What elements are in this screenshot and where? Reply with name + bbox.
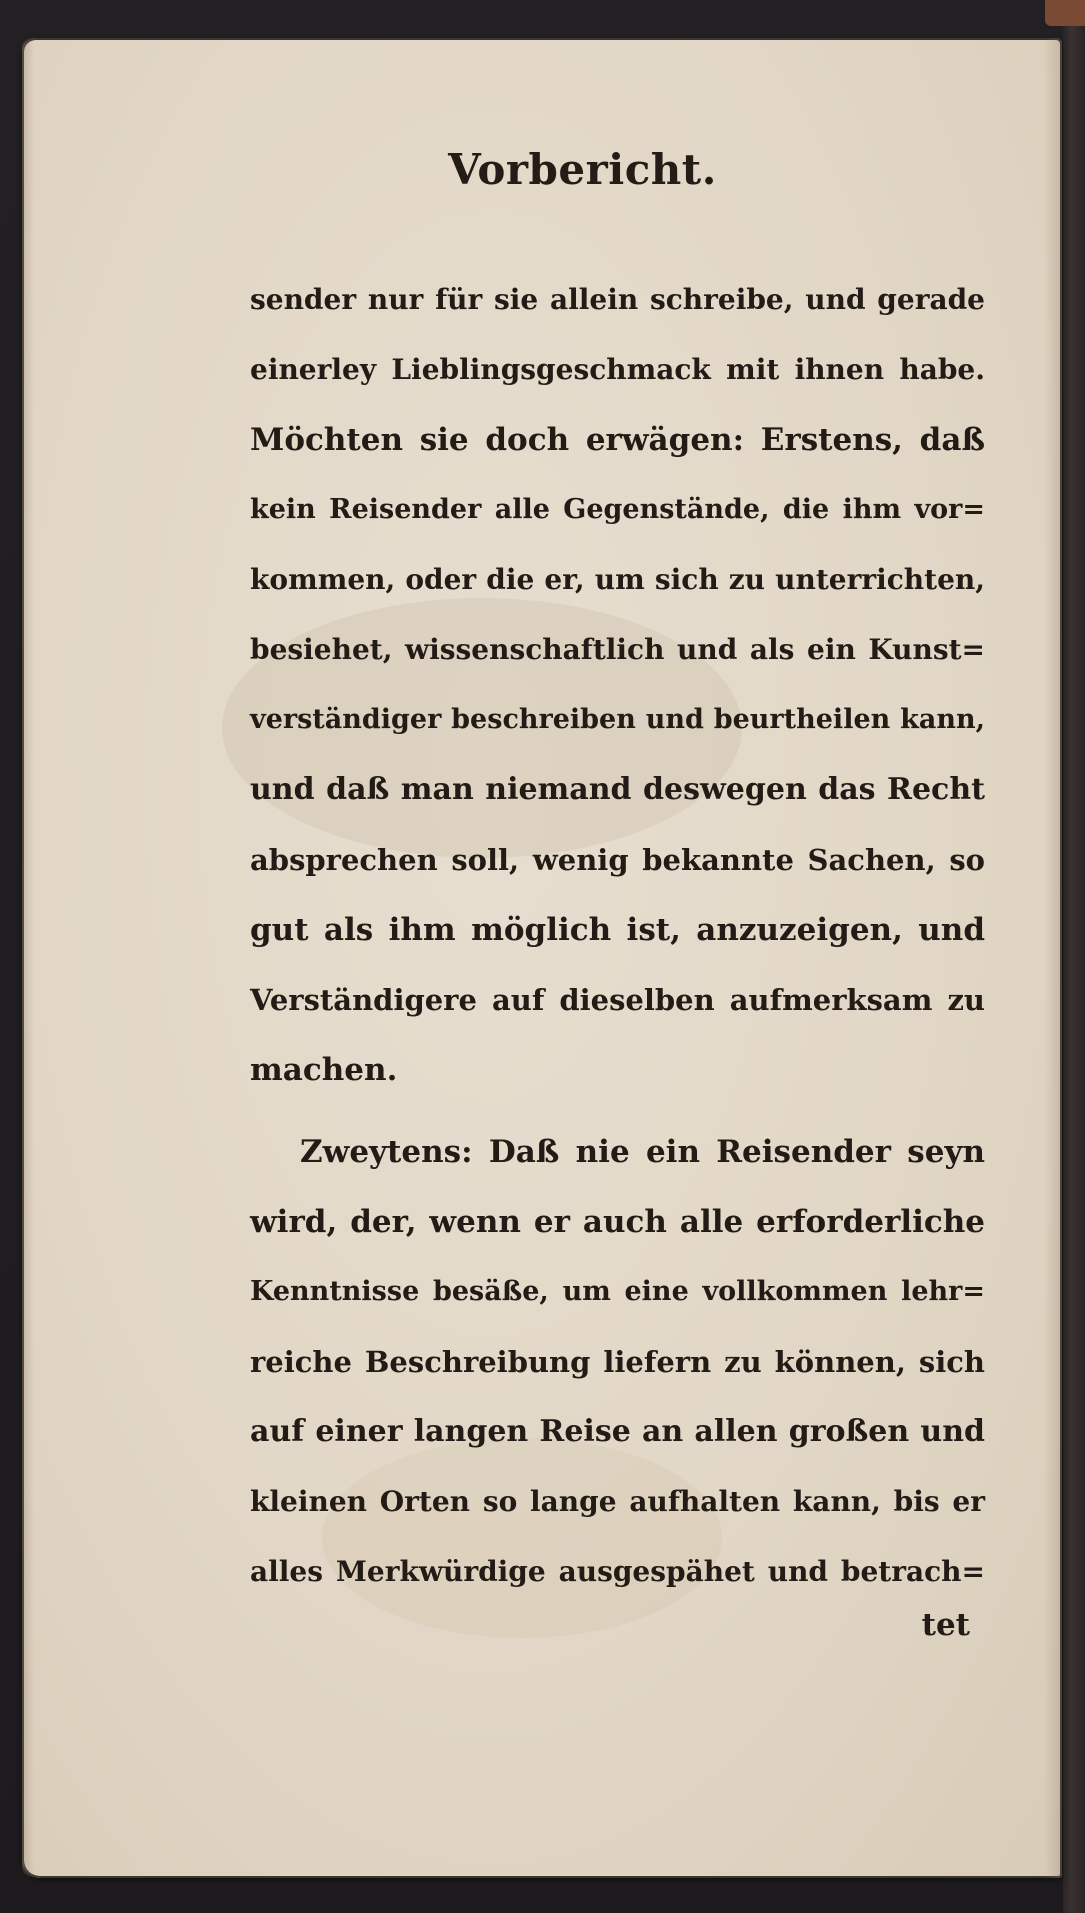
text-line: kleinen Orten so lange aufhalten kann, bis er	[250, 1485, 985, 1518]
text-line: absprechen soll, wenig bekannte Sachen, so	[250, 843, 985, 877]
page-gutter-shadow	[22, 38, 34, 1878]
text-line: gut als ihm möglich ist, anzuzeigen, und	[250, 912, 985, 948]
text-line: alles Merkwürdige ausgespähet und betrach=	[250, 1555, 985, 1588]
page-edge-shadow	[1044, 38, 1062, 1878]
text-line: sender nur für sie allein schreibe, und gerade	[250, 283, 985, 316]
text-line: reiche Beschreibung liefern zu können, sich	[250, 1345, 985, 1379]
text-line: besiehet, wissenschaftlich und als ein Kunst=	[250, 633, 985, 666]
paragraph-2	[250, 1117, 985, 1607]
text-line: auf einer langen Reise an allen großen und	[250, 1414, 985, 1449]
text-line: kommen, oder die er, um sich zu unterrichten,	[250, 563, 985, 596]
text-line: wird, der, wenn er auch alle erforderliche	[250, 1204, 985, 1240]
text-line: Kenntnisse besäße, um eine vollkommen lehr=	[250, 1276, 985, 1307]
text-line: Möchten sie doch erwägen: Erstens, daß	[250, 422, 985, 458]
text-line: verständiger beschreiben und beurtheilen kann,	[250, 704, 985, 735]
text-line: Verständigere auf dieselben aufmerksam zu	[250, 983, 985, 1017]
text-line: und daß man niemand deswegen das Recht	[250, 772, 985, 807]
paragraph-1	[250, 265, 985, 1105]
text-line: Zweytens: Daß nie ein Reisender seyn	[300, 1134, 985, 1170]
text-line: machen.	[250, 1052, 398, 1088]
page-header-title: Vorbericht.	[448, 145, 717, 194]
catchword: tet	[921, 1607, 970, 1643]
book-edge	[1063, 0, 1085, 1913]
bookmark-ribbon	[1045, 0, 1085, 26]
text-line: kein Reisender alle Gegenstände, die ihm vor=	[250, 494, 985, 525]
text-line: einerley Lieblingsgeschmack mit ihnen habe.	[250, 353, 985, 386]
